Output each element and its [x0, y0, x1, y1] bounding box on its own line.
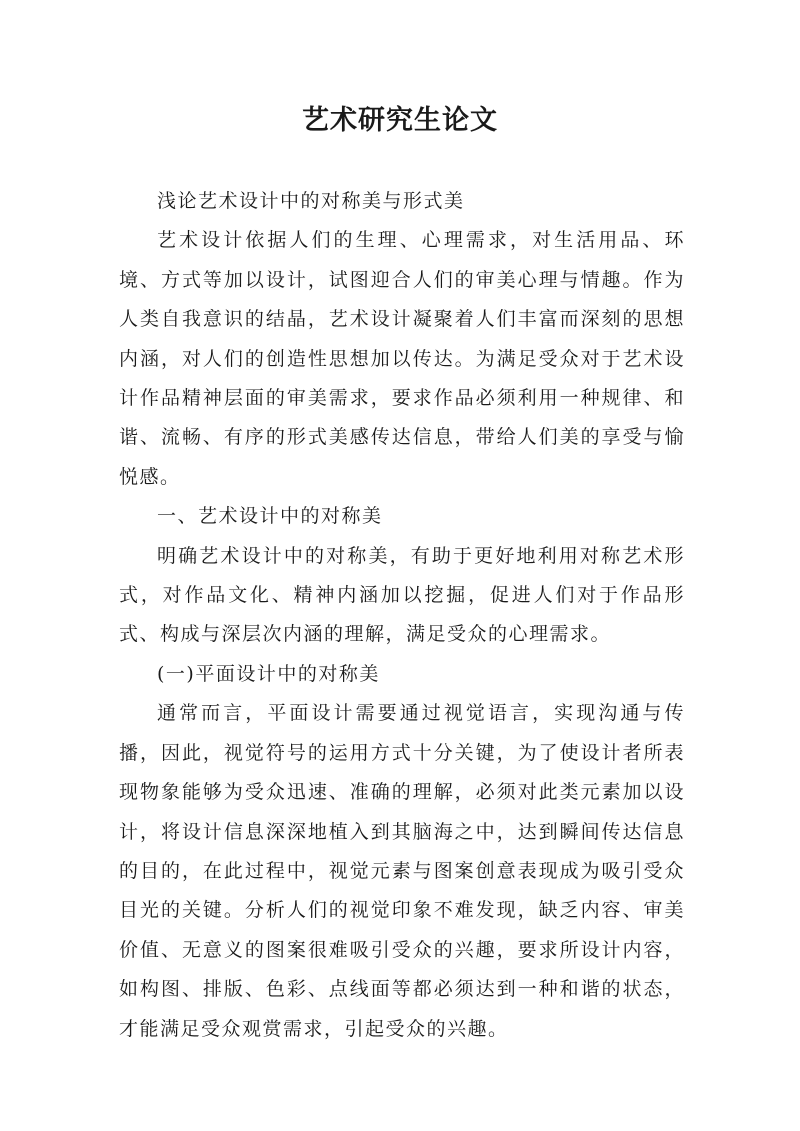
- paragraph-symmetry: 明确艺术设计中的对称美，有助于更好地利用对称艺术形式，对作品文化、精神内涵加以挖掘，促进人们对于作品形式、构成与深层次内涵的理解，满足受众的心理需求。: [119, 544, 685, 646]
- paragraph-graphic-design: 通常而言，平面设计需要通过视觉语言，实现沟通与传播，因此，视觉符号的运用方式十分关键，为了使设计者所表现物象能够为受众迅速、准确的理解，必须对此类元素加以设计，将设计信息深深地植入到其脑海之中，达到瞬间传达信息的目的，在此过程中，视觉元素与图案创意表现成为吸引受众目光的关键。分析人们的视觉印象不难发现，缺乏内容、审美价值、无意义的图案很难吸引受众的兴趣，要求所设计内容，如构图、排版、色彩、点线面等都必须达到一种和谐的状态，才能满足受众观赏需求，引起受众的兴趣。: [119, 702, 685, 1040]
- paragraph-subtitle: 浅论艺术设计中的对称美与形式美: [157, 190, 465, 212]
- document-body: [119, 182, 685, 1049]
- document-title: 艺术研究生论文: [302, 105, 498, 136]
- subsection-heading-graphic-design: (一)平面设计中的对称美: [157, 662, 380, 685]
- paragraph-intro: 艺术设计依据人们的生理、心理需求，对生活用品、环境、方式等加以设计，试图迎合人们的审美心理与情趣。作为人类自我意识的结晶，艺术设计凝聚着人们丰富而深刻的思想内涵，对人们的创造性思想加以传达。为满足受众对于艺术设计作品精神层面的审美需求，要求作品必须利用一种规律、和谐、流畅、有序的形式美感传达信息，带给人们美的享受与愉悦感。: [119, 229, 685, 488]
- section-heading-symmetry: 一、艺术设计中的对称美: [157, 505, 383, 528]
